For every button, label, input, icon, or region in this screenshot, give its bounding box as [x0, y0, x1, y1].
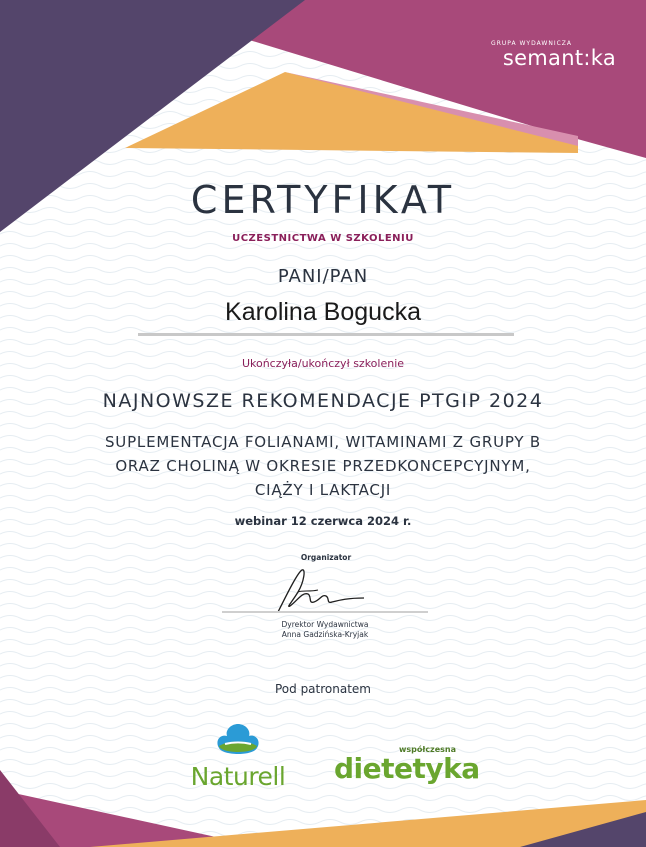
dietetyka-wordmark: dietetyka: [334, 752, 480, 785]
course-title: NAJNOWSZE REKOMENDACJE PTGIP 2024: [102, 390, 544, 412]
certificate-title: CERTYFIKAT: [190, 178, 456, 222]
salutation: PANI/PAN: [277, 266, 369, 287]
patronage-label: Pod patronatem: [274, 682, 371, 696]
name-underline: [138, 333, 514, 336]
naturell-logo: [176, 720, 300, 791]
organizer-label: Organizator: [300, 553, 352, 562]
director-role: Dyrektor Wydawnictwa: [281, 620, 369, 629]
dietetyka-small-wordmark: współczesna: [398, 745, 456, 754]
naturell-wordmark: Naturell: [190, 762, 286, 791]
director-info: [220, 620, 430, 640]
signature-image: [268, 562, 388, 618]
course-subtitle: [40, 430, 606, 502]
course-subtitle-line: ORAZ CHOLINĄ W OKRESIE PRZEDKONCEPCYJNYM,: [115, 457, 531, 475]
course-subtitle-line: SUPLEMENTACJA FOLIANAMI, WITAMINAMI Z GRUPY B: [104, 433, 542, 451]
dietetyka-logo: [334, 745, 490, 784]
director-name: Anna Gadzińska-Kryjak: [281, 630, 369, 639]
semantika-logo: [491, 40, 616, 69]
participant-name: Karolina Bogucka: [225, 298, 421, 326]
naturell-flower-icon: [211, 720, 265, 760]
signature-line: [222, 611, 428, 613]
certificate-subtitle: UCZESTNICTWA W SZKOLENIU: [232, 233, 414, 244]
completed-text: Ukończyła/ukończył szkolenie: [241, 357, 405, 370]
brand-small-label: GRUPA WYDAWNICZA: [491, 40, 572, 47]
brand-name: semant:ka: [502, 46, 616, 70]
webinar-date: webinar 12 czerwca 2024 r.: [234, 514, 412, 528]
course-subtitle-line: CIĄŻY I LAKTACJI: [254, 481, 392, 499]
